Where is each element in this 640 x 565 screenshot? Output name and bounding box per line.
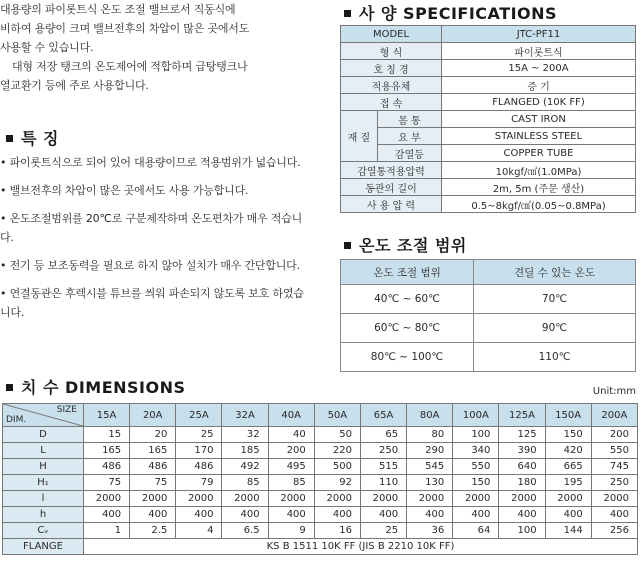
size-header: 125A	[499, 404, 545, 427]
feature-item: • 전기 등 보조동력을 필요로 하지 않아 설치가 매우 간단합니다.	[0, 259, 300, 272]
dim-value: 550	[591, 443, 637, 459]
features-list	[0, 153, 308, 331]
specs-heading	[344, 1, 557, 24]
dim-value: 545	[407, 459, 453, 475]
flange-value: KS B 1511 10K FF (JIS B 2210 10K FF)	[84, 539, 638, 555]
dim-value: 256	[591, 523, 637, 539]
dim-value: 165	[84, 443, 130, 459]
square-bullet-icon	[344, 242, 351, 249]
table-row	[3, 507, 638, 523]
size-header: 50A	[314, 404, 360, 427]
dim-value: 340	[453, 443, 499, 459]
square-bullet-icon	[6, 135, 13, 142]
dim-value: 125	[499, 427, 545, 443]
dim-value: 170	[176, 443, 222, 459]
dim-value: 200	[268, 443, 314, 459]
size-header: 150A	[545, 404, 591, 427]
spec-label: 몸 통	[377, 111, 441, 128]
temp-table	[340, 259, 636, 372]
spec-value: COPPER TUBE	[442, 145, 636, 162]
dim-value: 75	[84, 475, 130, 491]
dim-value: 36	[407, 523, 453, 539]
dim-value: 2000	[176, 491, 222, 507]
dim-value: 290	[407, 443, 453, 459]
dim-value: 15	[84, 427, 130, 443]
dim-value: 20	[130, 427, 176, 443]
corner-dim-label: DIM.	[6, 415, 27, 425]
dim-value: 486	[84, 459, 130, 475]
dim-label: L	[3, 443, 84, 459]
features-heading	[6, 126, 59, 149]
feature-item: • 연결동관은 후렉시블 튜브를 씌워 파손되지 않도록 보호 하였습니다.	[0, 287, 304, 319]
spec-value: 0.5~8kgf/㎠(0.05~0.8MPa)	[442, 196, 636, 213]
dim-value: 150	[453, 475, 499, 491]
intro-paragraph	[0, 0, 318, 95]
dim-value: 2000	[407, 491, 453, 507]
dim-value: 400	[84, 507, 130, 523]
dim-value: 144	[545, 523, 591, 539]
dim-value: 220	[314, 443, 360, 459]
square-bullet-icon	[6, 384, 13, 391]
dim-value: 4	[176, 523, 222, 539]
dim-value: 2000	[545, 491, 591, 507]
intro-line: 사용할 수 있습니다.	[0, 41, 94, 54]
dimensions-table	[2, 403, 638, 555]
temp-header: 온도 조절 범위	[341, 260, 474, 285]
intro-line: 비하여 용량이 크며 밸브전후의 차압이 많은 곳에서도	[0, 22, 250, 35]
spec-value: FLANGED (10K FF)	[442, 94, 636, 111]
dim-value: 2.5	[130, 523, 176, 539]
table-row	[3, 443, 638, 459]
temp-max: 110℃	[474, 343, 636, 372]
dim-value: 6.5	[222, 523, 268, 539]
spec-label: 사 용 압 력	[341, 196, 442, 213]
dim-value: 79	[176, 475, 222, 491]
dim-value: 400	[591, 507, 637, 523]
dim-label: h	[3, 507, 84, 523]
size-header: 32A	[222, 404, 268, 427]
size-header: 100A	[453, 404, 499, 427]
dim-value: 25	[360, 523, 406, 539]
dim-value: 64	[453, 523, 499, 539]
unit-label: Unit:mm	[592, 386, 636, 397]
dim-value: 32	[222, 427, 268, 443]
dim-value: 2000	[222, 491, 268, 507]
dim-value: 400	[268, 507, 314, 523]
temp-range: 40℃ ~ 60℃	[341, 285, 474, 314]
spec-label: 접 속	[341, 94, 442, 111]
dim-value: 486	[176, 459, 222, 475]
temp-range: 60℃ ~ 80℃	[341, 314, 474, 343]
dim-value: 550	[453, 459, 499, 475]
feature-item: • 밸브전후의 차압이 많은 곳에서도 사용 가능합니다.	[0, 184, 249, 197]
spec-value: JTC-PF11	[442, 26, 636, 43]
size-header: 200A	[591, 404, 637, 427]
feature-item: • 온도조절범위를 20℃로 구분제작하며 온도편차가 매우 적습니다.	[0, 212, 303, 244]
intro-line: 대용량의 파이롯트식 온도 조절 밸브로서 직동식에	[0, 3, 236, 16]
dim-value: 180	[499, 475, 545, 491]
dim-value: 515	[360, 459, 406, 475]
temp-max: 90℃	[474, 314, 636, 343]
dim-value: 40	[268, 427, 314, 443]
dim-value: 2000	[130, 491, 176, 507]
spec-label: 형 식	[341, 43, 442, 60]
dim-value: 400	[222, 507, 268, 523]
dim-value: 165	[130, 443, 176, 459]
table-row	[3, 459, 638, 475]
specs-table	[340, 25, 636, 213]
dim-value: 200	[591, 427, 637, 443]
corner-size-label: SIZE	[56, 405, 77, 415]
spec-label: 호 칭 경	[341, 60, 442, 77]
dim-value: 25	[176, 427, 222, 443]
spec-label: 동관의 길이	[341, 179, 442, 196]
dim-value: 150	[545, 427, 591, 443]
temp-title: 온도 조절 범위	[359, 236, 467, 255]
dim-value: 195	[545, 475, 591, 491]
dim-value: 16	[314, 523, 360, 539]
table-row	[3, 427, 638, 443]
size-header: 80A	[407, 404, 453, 427]
dim-value: 400	[407, 507, 453, 523]
dim-value: 400	[176, 507, 222, 523]
intro-line: 대형 저장 탱크의 온도제어에 적합하며 급탕탱크나	[12, 60, 248, 73]
temp-heading	[344, 233, 467, 256]
dim-value: 492	[222, 459, 268, 475]
dim-value: 390	[499, 443, 545, 459]
dim-value: 2000	[84, 491, 130, 507]
dim-value: 400	[130, 507, 176, 523]
dim-value: 665	[545, 459, 591, 475]
dim-value: 400	[499, 507, 545, 523]
table-row	[3, 491, 638, 507]
size-header: 15A	[84, 404, 130, 427]
dim-value: 2000	[314, 491, 360, 507]
dim-value: 745	[591, 459, 637, 475]
size-header: 65A	[360, 404, 406, 427]
dim-value: 495	[268, 459, 314, 475]
dim-value: 130	[407, 475, 453, 491]
features-title: 특 징	[21, 129, 59, 148]
dim-value: 2000	[360, 491, 406, 507]
dim-value: 110	[360, 475, 406, 491]
dim-value: 100	[453, 427, 499, 443]
temp-max: 70℃	[474, 285, 636, 314]
spec-label: 적용유체	[341, 77, 442, 94]
spec-value: 10kgf/㎠(1.0MPa)	[442, 162, 636, 179]
material-label: 재 질	[341, 111, 378, 162]
dim-value: 400	[545, 507, 591, 523]
table-row	[3, 475, 638, 491]
dim-value: 400	[314, 507, 360, 523]
dim-value: 80	[407, 427, 453, 443]
dim-value: 1	[84, 523, 130, 539]
intro-line: 열교환기 등에 주로 사용합니다.	[0, 79, 149, 92]
dim-value: 75	[130, 475, 176, 491]
spec-value: STAINLESS STEEL	[442, 128, 636, 145]
dim-value: 65	[360, 427, 406, 443]
dim-label: Cᵥ	[3, 523, 84, 539]
spec-value: 파이롯트식	[442, 43, 636, 60]
dim-value: 85	[268, 475, 314, 491]
dim-label: D	[3, 427, 84, 443]
size-header: 20A	[130, 404, 176, 427]
square-bullet-icon	[344, 10, 351, 17]
dim-value: 2000	[591, 491, 637, 507]
dim-value: 85	[222, 475, 268, 491]
dim-value: 400	[453, 507, 499, 523]
spec-value: CAST IRON	[442, 111, 636, 128]
spec-value: 2m, 5m (주문 생산)	[442, 179, 636, 196]
dim-value: 185	[222, 443, 268, 459]
dim-value: 420	[545, 443, 591, 459]
temp-header: 견딜 수 있는 온도	[474, 260, 636, 285]
dim-value: 640	[499, 459, 545, 475]
dim-value: 400	[360, 507, 406, 523]
flange-label: FLANGE	[3, 539, 84, 555]
dim-value: 9	[268, 523, 314, 539]
spec-label: MODEL	[341, 26, 442, 43]
dim-label: H	[3, 459, 84, 475]
dim-value: 250	[360, 443, 406, 459]
spec-value: 15A ~ 200A	[442, 60, 636, 77]
table-row	[3, 523, 638, 539]
dim-value: 92	[314, 475, 360, 491]
dim-value: 2000	[453, 491, 499, 507]
dim-value: 100	[499, 523, 545, 539]
dim-value: 50	[314, 427, 360, 443]
dim-value: 2000	[499, 491, 545, 507]
temp-range: 80℃ ~ 100℃	[341, 343, 474, 372]
dim-value: 250	[591, 475, 637, 491]
table-row	[3, 539, 638, 555]
spec-label: 감열통적용압력	[341, 162, 442, 179]
feature-item: • 파이롯트식으로 되어 있어 대용량이므로 적용범위가 넓습니다.	[0, 156, 301, 169]
table-corner	[3, 404, 84, 427]
spec-value: 증 기	[442, 77, 636, 94]
dim-label: H₁	[3, 475, 84, 491]
dim-label: l	[3, 491, 84, 507]
spec-label: 요 부	[377, 128, 441, 145]
size-header: 40A	[268, 404, 314, 427]
dim-value: 2000	[268, 491, 314, 507]
dim-value: 500	[314, 459, 360, 475]
dimensions-heading	[6, 375, 186, 398]
size-header: 25A	[176, 404, 222, 427]
spec-label: 감열등	[377, 145, 441, 162]
dimensions-title: 치 수 DIMENSIONS	[21, 378, 186, 397]
dim-value: 486	[130, 459, 176, 475]
specs-title: 사 양 SPECIFICATIONS	[359, 4, 558, 23]
